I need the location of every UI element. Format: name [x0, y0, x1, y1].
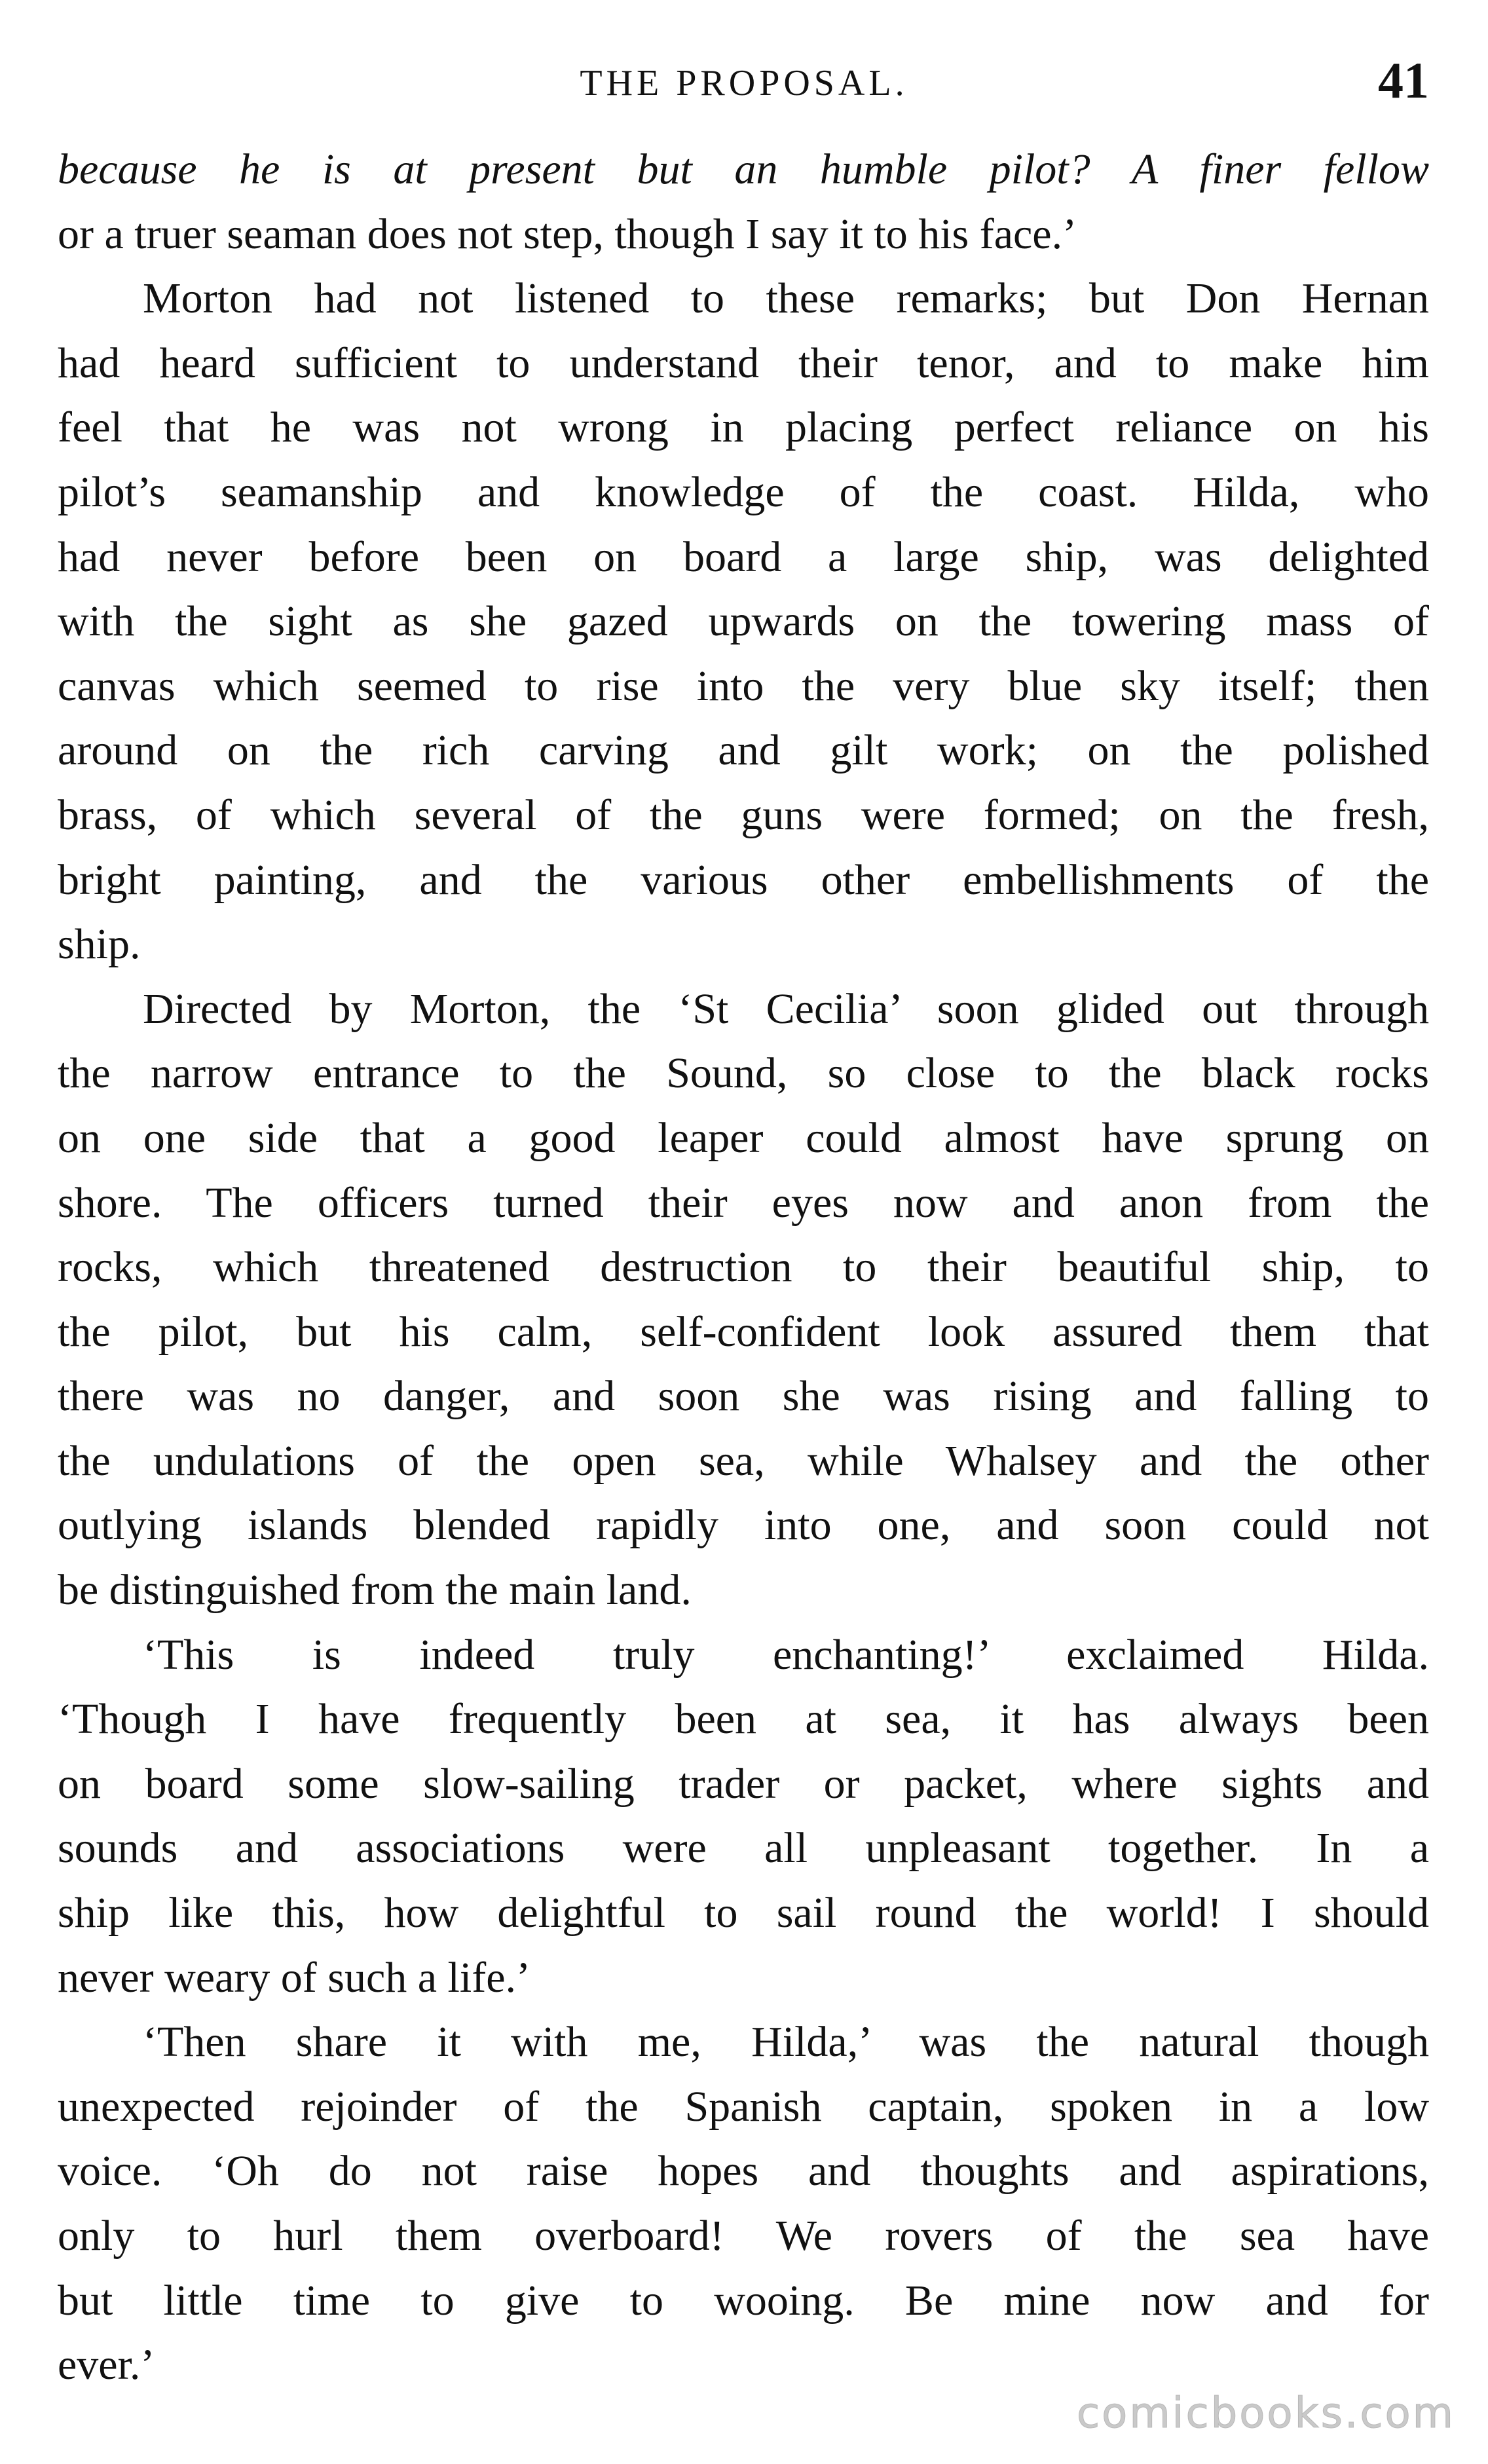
- text-line: around on the rich carving and gilt work; on the polished: [58, 726, 1429, 775]
- text-line: on one side that a good leaper could almost have sprung on: [58, 1113, 1429, 1162]
- text-line: ever.’: [58, 2341, 155, 2389]
- text-line: because he is at present but an humble pilot? A finer fellow: [58, 145, 1429, 193]
- text-line: there was no danger, and soon she was rising and falling to: [58, 1372, 1429, 1421]
- text-line: sounds and associations were all unpleasant together. In a: [58, 1824, 1429, 1873]
- text-line: the pilot, but his calm, self-confident look assured them that: [58, 1307, 1429, 1356]
- running-title: THE PROPOSAL.: [580, 63, 908, 103]
- watermark: comicbooks.com: [1076, 2389, 1455, 2438]
- text-line: the undulations of the open sea, while Whalsey and the other: [58, 1436, 1429, 1485]
- text-line: ‘This is indeed truly enchanting!’ exclaimed Hilda.: [143, 1630, 1429, 1679]
- text-line: Directed by Morton, the ‘St Cecilia’ soon glided out through: [143, 984, 1429, 1033]
- text-line: shore. The officers turned their eyes now and anon from the: [58, 1178, 1429, 1227]
- text-line: never weary of such a life.’: [58, 1953, 530, 2002]
- text-line: bright painting, and the various other embellishments of the: [58, 855, 1429, 904]
- text-line: be distinguished from the main land.: [58, 1566, 692, 1615]
- text-line: or a truer seaman does not step, though I say it to his face.’: [58, 210, 1077, 258]
- text-line: ship like this, how delightful to sail round the world! I should: [58, 1889, 1429, 1937]
- text-line: the narrow entrance to the Sound, so close to the black rocks: [58, 1049, 1429, 1098]
- text-line: but little time to give to wooing. Be mine now and for: [58, 2276, 1429, 2324]
- running-head: [59, 54, 1429, 113]
- body-text: [58, 138, 1429, 2398]
- text-line: voice. ‘Oh do not raise hopes and thoughts and aspirations,: [58, 2147, 1429, 2195]
- text-line: ‘Then share it with me, Hilda,’ was the natural though: [143, 2018, 1429, 2066]
- text-line: Morton had not listened to these remarks; but Don Hernan: [143, 274, 1429, 323]
- text-line: rocks, which threatened destruction to their beautiful ship, to: [58, 1243, 1429, 1292]
- text-line: unexpected rejoinder of the Spanish captain, spoken in a low: [58, 2082, 1429, 2131]
- text-line: with the sight as she gazed upwards on the towering mass of: [58, 597, 1429, 646]
- text-line: only to hurl them overboard! We rovers of the sea have: [58, 2212, 1429, 2260]
- text-line: on board some slow-sailing trader or packet, where sights and: [58, 1759, 1429, 1808]
- text-line: pilot’s seamanship and knowledge of the coast. Hilda, who: [58, 468, 1429, 516]
- text-line: had heard sufficient to understand their tenor, and to make him: [58, 339, 1429, 387]
- text-line: had never before been on board a large ship, was delighted: [58, 532, 1429, 581]
- text-line: brass, of which several of the guns were formed; on the fresh,: [58, 791, 1429, 839]
- text-line: ‘Though I have frequently been at sea, it has always been: [58, 1695, 1429, 1744]
- text-line: ship.: [58, 920, 141, 969]
- text-line: feel that he was not wrong in placing perfect reliance on his: [58, 403, 1429, 452]
- text-line: outlying islands blended rapidly into one, and soon could not: [58, 1501, 1429, 1550]
- text-line: canvas which seemed to rise into the very blue sky itself; then: [58, 662, 1429, 710]
- page-number: 41: [1378, 52, 1429, 109]
